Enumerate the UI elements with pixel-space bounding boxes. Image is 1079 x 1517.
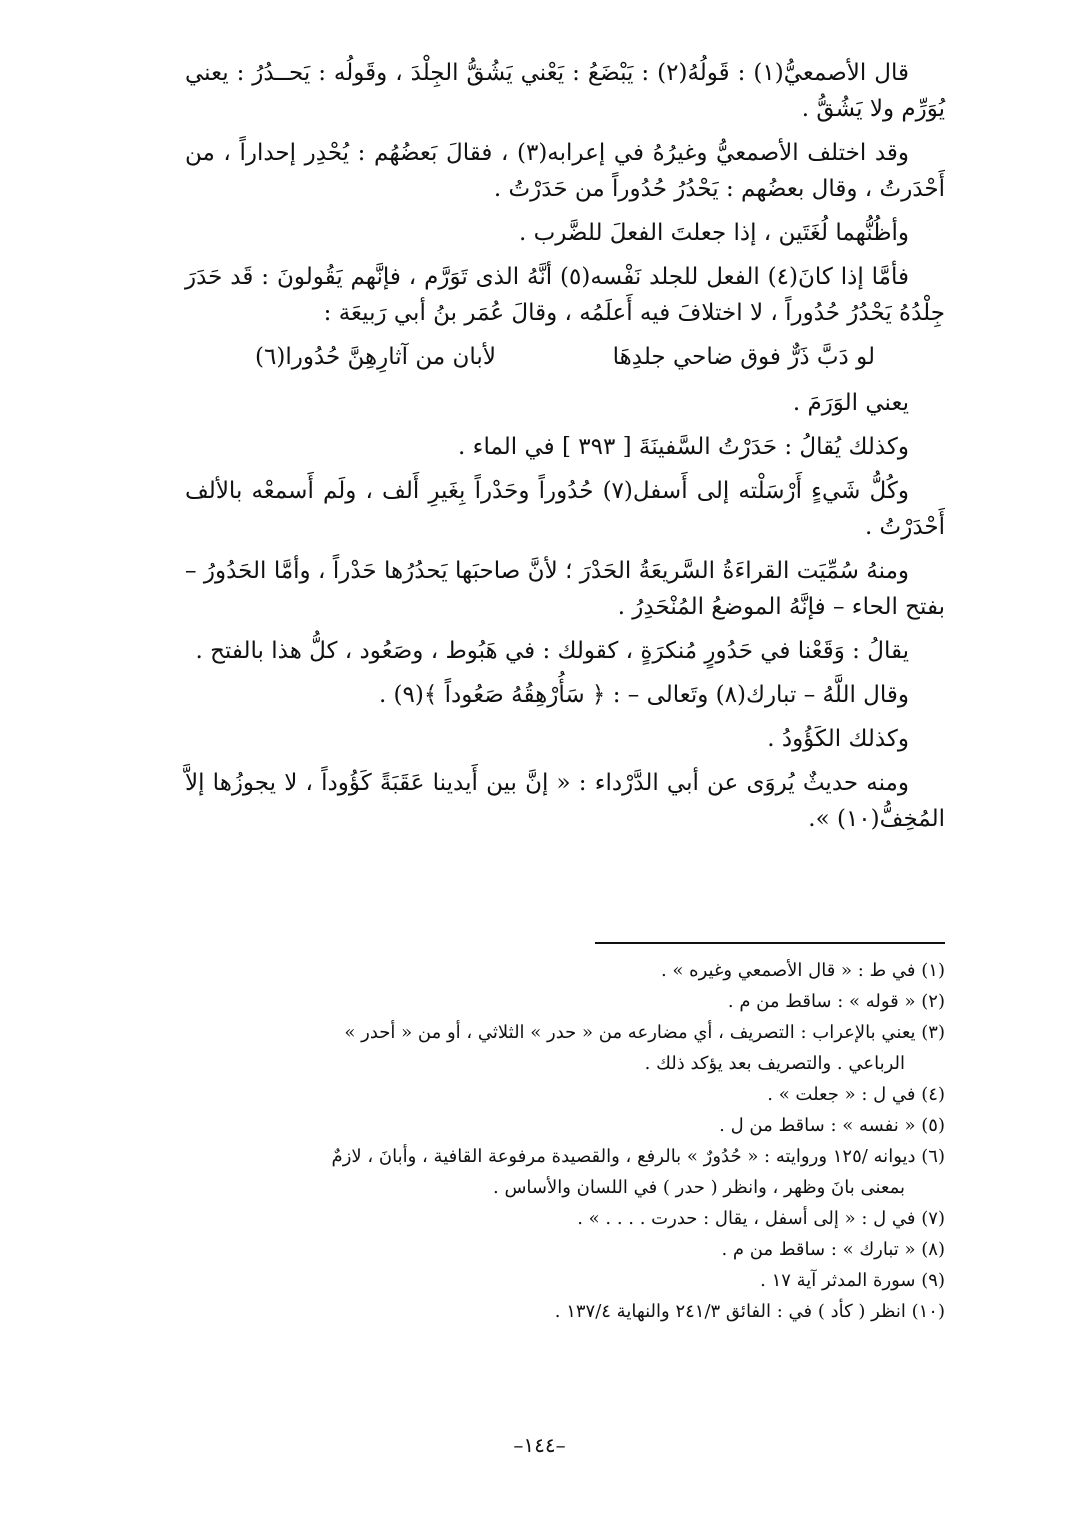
footnote-divider (595, 942, 945, 944)
footnote (165, 1265, 945, 1296)
footnotes (165, 955, 945, 1327)
paragraph: وكذلك يُقالُ : حَدَرْتُ السَّفينَةَ [ ٣٩٣ ] في الماء . (458, 434, 909, 460)
footnote-number: (٢) (921, 991, 945, 1012)
footnote-number: (١) (921, 960, 945, 981)
footnote (165, 1203, 945, 1234)
footnote-number: (٥) (921, 1115, 945, 1136)
footnote-number: (٨) (921, 1239, 945, 1260)
footnote-number: (٦) (921, 1146, 945, 1167)
footnote (165, 1141, 945, 1203)
footnote (165, 1017, 945, 1079)
paragraph: وأظُنُّهما لُغَتَين ، إذا جعلتَ الفعلَ للضَّرب . (518, 220, 909, 246)
paragraph: وكذلك الكَؤُودُ . (767, 726, 909, 752)
verse-first-hemistich: لو دَبَّ ذَرٌّ فوق ضاحي جلدِهَا (612, 344, 875, 370)
footnote (165, 986, 945, 1017)
footnote-continuation: بمعنى بانَ وظهر ، وانظر ( حدر ) في اللسان والأساس . (493, 1177, 905, 1198)
footnote-text: في ط : « قال الأصمعي وغيره » . (660, 960, 916, 981)
footnote (165, 1079, 945, 1110)
footnote-number: (٧) (921, 1208, 945, 1229)
paragraph: فأمَّا إذا كانَ(٤) الفعل للجلد نَفْسه(٥) أنَّهُ الذى تَوَرَّم ، فإنَّهم يَقُولونَ : قَد حَدَرَ جِلْدُهُ يَحْدُرُ حُدُوراً ، لا اختلافَ فيه أَعلَمُه ، وقالَ عُمَر بنُ أبي رَبيعَة : (185, 264, 945, 326)
paragraph: قال الأصمعيُّ(١) : قَولُهُ(٢) : يَبْضَعُ : يَعْني يَشُقُّ الجِلْدَ ، وقَولُه : يَحــدُرُ : يعني يُوَرِّم ولا يَشُقُّ . (185, 60, 945, 122)
footnote (165, 1110, 945, 1141)
footnote (165, 1296, 945, 1327)
footnote-text: « قوله » : ساقط من م . (727, 991, 916, 1012)
paragraph: وقد اختلف الأصمعيُّ وغيرُهُ في إعرابه(٣) ، فقالَ بَعضُهُم : يُحْدِر إحداراً ، من أَحْدَرتُ ، وقال بعضُهم : يَحْدُرُ حُدُوراً من حَدَرْتُ . (185, 140, 945, 202)
footnote (165, 955, 945, 986)
main-text (185, 55, 945, 845)
footnote-number: (٤) (921, 1084, 945, 1105)
footnote (165, 1234, 945, 1265)
verse-second-hemistich: لأبان من آثارِهِنَّ حُدُورا(٦) (255, 344, 496, 370)
paragraph: ومنهُ سُمِّيَت القراءَةُ السَّريعَةُ الحَدْرَ ؛ لأنَّ صاحبَها يَحدُرُها حَدْراً ، وأمَّا الحَدُورُ – بفتح الحاء – فإنَّهُ الموضعُ المُنْحَدِرُ . (185, 558, 945, 620)
footnote-number: (٩) (921, 1270, 945, 1291)
footnote-text: سورة المدثر آية ١٧ . (760, 1270, 916, 1291)
page-number: –١٤٤– (513, 1433, 566, 1457)
footnote-text: ديوانه /١٢٥ وروايته : « حُدُورٌ » بالرفع ، والقصيدة مرفوعة القافية ، وأبانَ ، لازمٌ (331, 1146, 916, 1167)
footnote-continuation: الرباعي . والتصريف بعد يؤكد ذلك . (644, 1053, 905, 1074)
paragraph: وقال اللَّهُ – تبارك(٨) وتَعالى – : ﴿ سَأُرْهِقُهُ صَعُوداً ﴾(٩) . (378, 682, 909, 708)
paragraph: وكُلُّ شَيءٍ أَرْسَلْته إلى أَسفل(٧) حُدُوراً وحَدْراً بِغَيرِ أَلف ، ولَم أَسمعْه بالألف أَحْدَرْتُ . (185, 478, 945, 540)
footnote-text: في ل : « جعلت » . (767, 1084, 916, 1105)
footnote-text: « نفسه » : ساقط من ل . (719, 1115, 916, 1136)
paragraph: يعني الوَرَمَ . (792, 390, 909, 416)
footnote-text: في ل : « إلى أسفل ، يقال : حدرت . . . . » . (577, 1208, 916, 1229)
footnote-number: (٣) (921, 1022, 945, 1043)
footnote-text: انظر ( كأد ) في : الفائق ٢٤١/٣ والنهاية ١٣٧/٤ . (554, 1301, 906, 1322)
poetry-verse (255, 339, 875, 375)
paragraph: ومنه حديثٌ يُروَى عن أبي الدَّرْداء : « إنَّ بين أَيدينا عَقَبَةً كَؤُوداً ، لا يجوزُها إلاَّ المُخِفُّ(١٠) ». (185, 770, 945, 832)
paragraph: يقالُ : وَقَعْنا في حَدُورٍ مُنكرَةٍ ، كقولك : في هَبُوط ، وصَعُود ، كلُّ هذا بالفتح . (195, 638, 909, 664)
footnote-number: (١٠) (911, 1301, 945, 1322)
footnote-text: « تبارك » : ساقط من م . (721, 1239, 916, 1260)
footnote-text: يعني بالإعراب : التصريف ، أي مضارعه من « حدر » الثلاثي ، أو من « أحدر » (344, 1022, 916, 1043)
